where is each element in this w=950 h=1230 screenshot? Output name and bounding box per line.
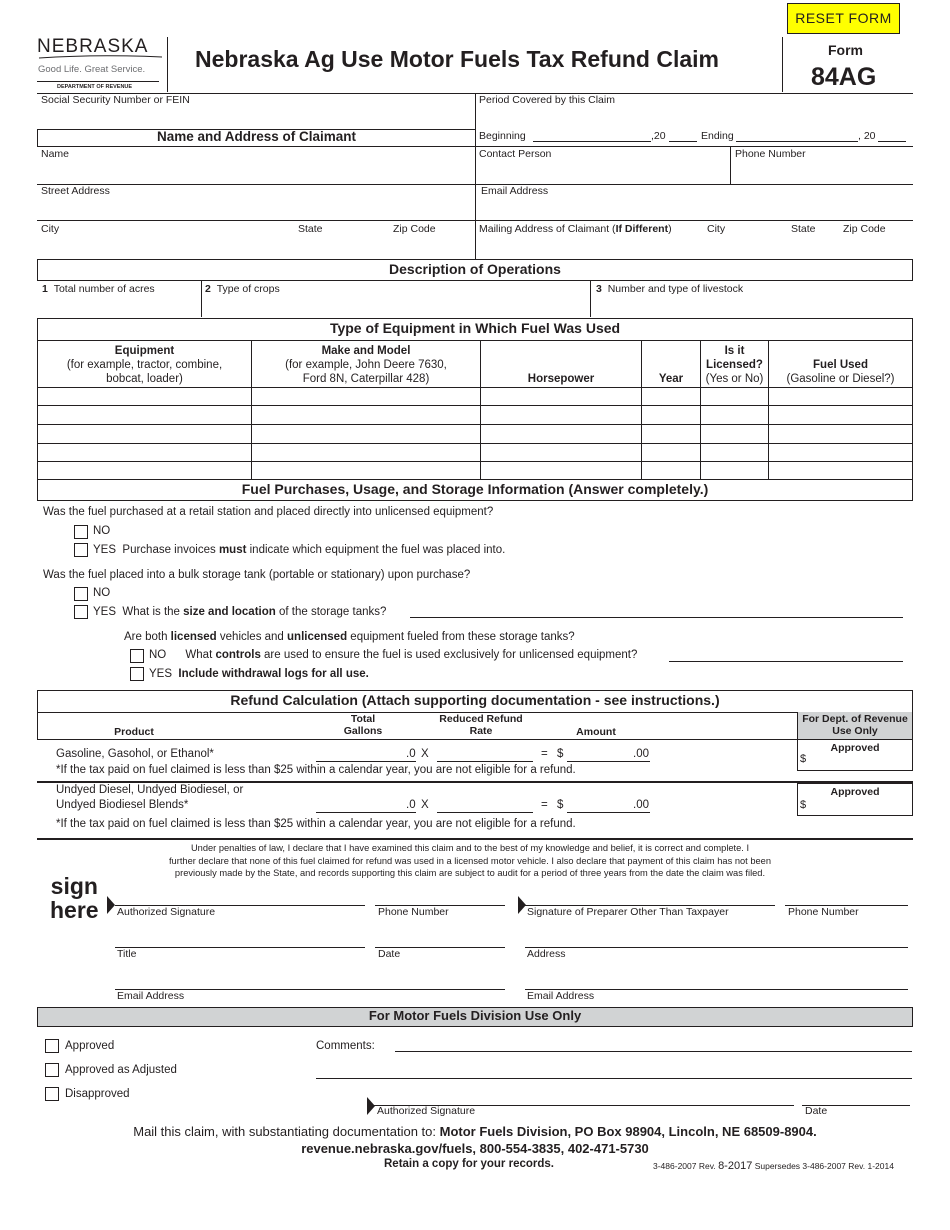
diesel-cents: .00 xyxy=(633,799,649,811)
question-retail-station: Was the fuel purchased at a retail station and placed directly into unlicensed equipment? xyxy=(43,506,494,518)
preparer-address-label: Address xyxy=(527,948,566,960)
gasoline-product-label: Gasoline, Gasohol, or Ethanol* xyxy=(56,748,214,760)
division-disapproved-label: Disapproved xyxy=(65,1088,130,1100)
diesel-rate-input[interactable] xyxy=(437,812,533,813)
division-section-title: For Motor Fuels Division Use Only xyxy=(368,1008,582,1023)
declaration-text: Under penalties of law, I declare that I have examined this claim and to the best of my knowledge and belief, it is correct and complete. I further declare that none of this fuel claimed for refund was used in a licensed motor vehicle. I also declare that payment of this claim has not been previously made by the State, and records supporting this claim are subject to audit for a period of three years from the date the claim was filed. xyxy=(168,843,772,878)
question-bulk-storage: Was the fuel placed into a bulk storage tank (portable or stationary) upon purchase? xyxy=(43,569,471,581)
col-horsepower-header: Horsepower xyxy=(527,373,595,385)
gasoline-approved-label: Approved xyxy=(830,742,880,754)
retain-copy-note: Retain a copy for your records. xyxy=(384,1158,554,1170)
diesel-amount-input[interactable] xyxy=(567,812,650,813)
division-date-label: Date xyxy=(805,1105,828,1117)
livestock-input[interactable] xyxy=(591,295,912,315)
acres-input[interactable] xyxy=(38,295,200,315)
ssn-input[interactable] xyxy=(38,106,474,128)
gasoline-dollar: $ xyxy=(557,748,564,760)
logo-swoosh-icon xyxy=(37,54,167,60)
q1-yes-label: YES Purchase invoices must indicate which equipment the fuel was placed into. xyxy=(93,544,506,556)
division-adjusted-label: Approved as Adjusted xyxy=(65,1064,177,1076)
name-label: Name xyxy=(41,148,70,160)
col-amount-header: Amount xyxy=(576,726,616,738)
col-make-header: Make and Model (for example, John Deere 7630, Ford 8N, Caterpillar 428) xyxy=(285,345,447,385)
division-disapproved-checkbox[interactable] xyxy=(45,1087,59,1101)
email-label: Email Address xyxy=(481,185,549,197)
ssn-label: Social Security Number or FEIN xyxy=(41,94,190,106)
col-gallons-header: Total Gallons xyxy=(343,713,383,737)
division-signature-label: Authorized Signature xyxy=(377,1105,476,1117)
comments-label: Comments: xyxy=(316,1040,375,1052)
logo-state-name: NEBRASKA xyxy=(37,36,149,57)
title-label: Title xyxy=(117,948,137,960)
beginning-year-prefix: ,20 xyxy=(651,130,666,142)
diesel-equals: = xyxy=(541,799,548,811)
gasoline-gallons-suffix: .0 xyxy=(406,748,416,760)
mailing-address-label: Mailing Address of Claimant (If Different) xyxy=(479,223,672,235)
ending-year-input[interactable] xyxy=(878,141,906,142)
division-sign-arrow-icon xyxy=(367,1097,375,1115)
refund-section-title: Refund Calculation (Attach supporting documentation - see instructions.) xyxy=(230,692,720,708)
q2-yes-checkbox[interactable] xyxy=(74,605,88,619)
division-approved-label: Approved xyxy=(65,1040,115,1052)
beginning-year-input[interactable] xyxy=(669,141,697,142)
contact-person-input[interactable] xyxy=(476,160,729,182)
q1-no-label: NO xyxy=(93,525,111,537)
q1-no-checkbox[interactable] xyxy=(74,525,88,539)
street-address-label: Street Address xyxy=(41,185,110,197)
mailing-state-label: State xyxy=(791,223,816,235)
authorized-signature-label: Authorized Signature xyxy=(117,906,216,918)
dept-use-label: For Dept. of Revenue Use Only xyxy=(802,713,908,737)
preparer-address-input[interactable] xyxy=(525,947,908,948)
diesel-times: X xyxy=(421,799,429,811)
question-licensed-unlicensed: Are both licensed vehicles and unlicensed equipment fueled from these storage tanks? xyxy=(124,631,575,643)
name-input[interactable] xyxy=(38,160,474,182)
signer-email-label: Email Address xyxy=(117,990,185,1002)
q2-yes-label: YES What is the size and location of the storage tanks? xyxy=(93,606,387,618)
crops-label: 2 Type of crops xyxy=(205,283,280,295)
date-label: Date xyxy=(378,948,401,960)
equipment-row[interactable] xyxy=(38,444,912,461)
signer-phone-label: Phone Number xyxy=(378,906,449,918)
division-approved-checkbox[interactable] xyxy=(45,1039,59,1053)
crops-input[interactable] xyxy=(202,295,589,315)
form-label: Form xyxy=(828,42,863,58)
mailing-city-label: City xyxy=(707,223,726,235)
col-rate-header: Reduced Refund Rate xyxy=(439,713,523,737)
contact-person-label: Contact Person xyxy=(479,148,552,160)
diesel-gallons-suffix: .0 xyxy=(406,799,416,811)
equipment-row[interactable] xyxy=(38,388,912,405)
comments-input-line-1[interactable] xyxy=(395,1051,912,1052)
gasoline-gallons-input[interactable] xyxy=(316,761,416,762)
reset-form-button[interactable]: RESET FORM xyxy=(787,3,900,34)
sign-arrow-icon xyxy=(107,896,115,914)
controls-description-input[interactable] xyxy=(669,661,903,662)
division-adjusted-checkbox[interactable] xyxy=(45,1063,59,1077)
acres-label: 1 Total number of acres xyxy=(42,283,155,295)
form-title: Nebraska Ag Use Motor Fuels Tax Refund Claim xyxy=(195,46,720,72)
preparer-email-label: Email Address xyxy=(527,990,595,1002)
equipment-row[interactable] xyxy=(38,462,912,479)
street-address-input[interactable] xyxy=(38,197,474,219)
city-state-zip-input[interactable] xyxy=(38,235,474,257)
preparer-phone-label: Phone Number xyxy=(788,906,859,918)
q3-yes-checkbox[interactable] xyxy=(130,667,144,681)
equipment-row[interactable] xyxy=(38,406,912,423)
equipment-section-title: Type of Equipment in Which Fuel Was Used xyxy=(329,320,621,336)
zip-label: Zip Code xyxy=(393,223,436,235)
beginning-date-input[interactable] xyxy=(533,141,651,142)
mailing-zip-label: Zip Code xyxy=(843,223,886,235)
fuel-info-section-title: Fuel Purchases, Usage, and Storage Information (Answer completely.) xyxy=(241,481,709,497)
gasoline-rate-input[interactable] xyxy=(437,761,533,762)
diesel-dollar: $ xyxy=(557,799,564,811)
nebraska-logo xyxy=(37,36,167,92)
col-licensed-header: Is it Licensed? (Yes or No) xyxy=(705,345,764,385)
phone-input[interactable] xyxy=(731,160,912,182)
gasoline-amount-input[interactable] xyxy=(567,761,650,762)
email-input[interactable] xyxy=(476,197,912,219)
gasoline-note: *If the tax paid on fuel claimed is less than $25 within a calendar year, you are not eligible for a refund. xyxy=(56,764,576,776)
city-label: City xyxy=(41,223,60,235)
diesel-product-label-1: Undyed Diesel, Undyed Biodiesel, or xyxy=(56,784,244,796)
title-input[interactable] xyxy=(115,947,365,948)
livestock-label: 3 Number and type of livestock xyxy=(596,283,744,295)
operations-section-title: Description of Operations xyxy=(389,261,561,277)
revision-info: 3-486-2007 Rev. 8-2017 Supersedes 3-486-2007 Rev. 1-2014 xyxy=(653,1160,894,1172)
contact-info: revenue.nebraska.gov/fuels, 800-554-3835, 402-471-5730 xyxy=(301,1141,649,1156)
phone-label: Phone Number xyxy=(735,148,806,160)
gasoline-approved-dollar: $ xyxy=(800,753,807,765)
state-label: State xyxy=(298,223,323,235)
q3-yes-label: YES Include withdrawal logs for all use. xyxy=(149,668,369,680)
ending-label: Ending xyxy=(701,130,734,142)
diesel-approved-dollar: $ xyxy=(800,799,807,811)
equipment-row[interactable] xyxy=(38,425,912,442)
q3-no-checkbox[interactable] xyxy=(130,649,144,663)
mailing-instructions: Mail this claim, with substantiating documentation to: Motor Fuels Division, PO Box 98904, Lincoln, NE 68509-8904. xyxy=(133,1124,817,1139)
gasoline-equals: = xyxy=(541,748,548,760)
comments-input-line-2[interactable] xyxy=(316,1078,912,1079)
col-fuel-header: Fuel Used (Gasoline or Diesel?) xyxy=(786,359,895,385)
preparer-signature-label: Signature of Preparer Other Than Taxpayer xyxy=(527,906,729,918)
gasoline-cents: .00 xyxy=(633,748,649,760)
diesel-approved-label: Approved xyxy=(830,786,880,798)
diesel-product-label-2: Undyed Biodiesel Blends* xyxy=(56,799,189,811)
storage-tank-size-input[interactable] xyxy=(410,617,903,618)
q2-no-checkbox[interactable] xyxy=(74,587,88,601)
col-product-header: Product xyxy=(114,726,154,738)
sign-here-label: sign here xyxy=(50,873,99,923)
q1-yes-checkbox[interactable] xyxy=(74,543,88,557)
form-number: 84AG xyxy=(811,63,877,91)
col-equipment-header: Equipment (for example, tractor, combine, bobcat, loader) xyxy=(66,345,223,385)
ending-date-input[interactable] xyxy=(736,141,858,142)
q2-no-label: NO xyxy=(93,587,111,599)
diesel-note: *If the tax paid on fuel claimed is less than $25 within a calendar year, you are not eligible for a refund. xyxy=(56,818,576,830)
gasoline-times: X xyxy=(421,748,429,760)
q3-no-label: NO What controls are used to ensure the fuel is used exclusively for unlicensed equipment? xyxy=(149,649,638,661)
mailing-address-input[interactable] xyxy=(476,235,912,257)
claimant-section-title: Name and Address of Claimant xyxy=(156,129,357,144)
logo-department: DEPARTMENT OF REVENUE xyxy=(57,84,133,90)
period-label: Period Covered by this Claim xyxy=(479,94,615,106)
diesel-gallons-input[interactable] xyxy=(316,812,416,813)
ending-year-prefix: , 20 xyxy=(858,130,876,142)
beginning-label: Beginning xyxy=(479,130,526,142)
logo-tagline: Good Life. Great Service. xyxy=(38,64,146,75)
col-year-header: Year xyxy=(658,373,684,385)
